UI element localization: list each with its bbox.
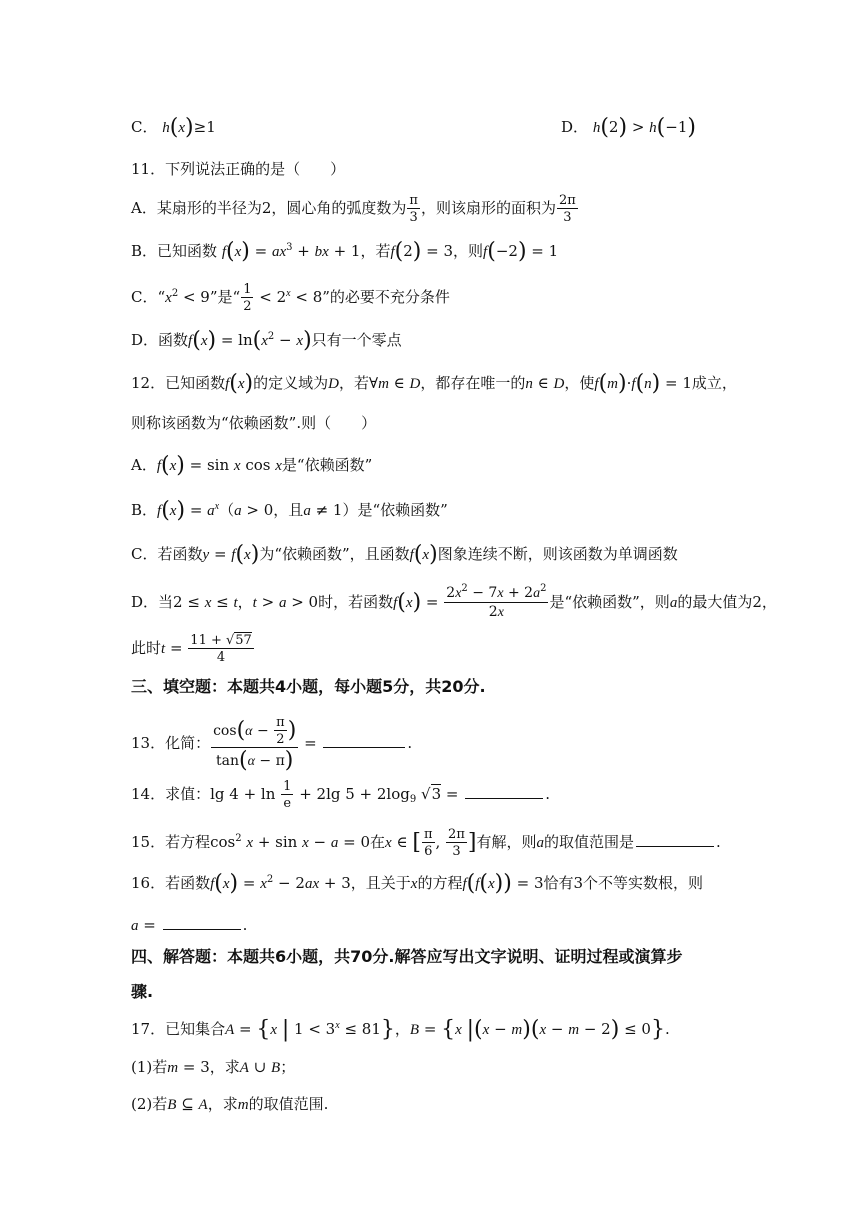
q11-stem: 11．下列说法正确的是（ ） — [131, 160, 346, 178]
q17-part1: (1)若m = 3，求A ∪ B； — [131, 1058, 296, 1076]
q10-option-d: D． h(2) > h(−1) — [561, 115, 696, 140]
q12-option-b: B．$f(x) = a^x(a > 0$，且a ≠ 1）是“依赖函数” — [131, 498, 448, 523]
q10-option-c: C． h(x)≥1 — [131, 115, 216, 140]
q14: 14．求值：lg 4 + ln $\frac{1}{e}$ + 2lg $5 + 2\log_9$ √3 = . — [131, 779, 550, 811]
q11-option-d: D．函数$f(x) = \ln(x^2 - x)$只有一个零点 — [131, 328, 402, 353]
section4-title-line1: 四、解答题：本题共6小题，共70分.解答应写出文字说明、证明过程或演算步 — [131, 947, 683, 966]
q12-option-d: D．当2 ≤ x ≤ t，t > a > 0时，若函数f(x) = $\frac{2x^2 - 7x + 2a^2}{2x}$ 是“依赖函数”，则a的最大值为2， — [131, 583, 777, 620]
q12-option-c: C．若函数y = f(x)为“依赖函数”，且函数f(x)图象连续不断，则该函数为单调函数 — [131, 542, 678, 567]
q15-answer-blank[interactable] — [636, 832, 714, 847]
section4-title-line2: 骤. — [131, 982, 154, 1001]
q15: 15．若方程$\cos^2 x + \sin x - a = 0$在x ∈ [ $\frac{\pi}{6}$ , $\frac{2\pi}{3}$ ]有解，则a的取值范围是 . — [131, 827, 721, 859]
q16-line1: 16．若函数$f(x) = x^2 - 2ax + 3$，且关于x的方程f(f(x)) = 3恰有3个不等实数根，则 — [131, 871, 704, 896]
q10-options-row — [131, 116, 800, 139]
q12-option-a: A．f(x) = sin x cos x是“依赖函数” — [131, 453, 373, 478]
q11-option-a: A．某扇形的半径为2，圆心角的弧度数为 $\frac{\pi}{3}$ ，则该扇形的面积为 $\frac{2\pi}{3}$ — [131, 193, 576, 225]
q16-line2: a = . — [131, 916, 248, 934]
q16-answer-blank[interactable] — [163, 915, 241, 930]
q13: 13．化简： cos(α − $\frac{\pi}{2}$ ) tan(α − π) = . — [131, 715, 413, 773]
q12-stem-line2: 则称该函数为“依赖函数”.则（ ） — [131, 414, 377, 432]
section3-title: 三、填空题：本题共4小题，每小题5分，共20分. — [131, 677, 486, 696]
q12-stem-line1: 12．已知函数f(x)的定义域为D，若∀m ∈ D，都存在唯一的n ∈ D，使f(m)·f(n) = 1成立， — [131, 371, 737, 396]
q11-option-c: C．“$x^2 < 9$”是“ $\frac{1}{2}$ < $2^x < 8$”的必要不充分条件 — [131, 282, 450, 314]
q11-option-b: B．已知函数 $f(x) = ax^3$ + bx + 1，若f(2) = 3，则f(−2) = 1 — [131, 239, 559, 264]
q17-part2: (2)若B ⊆ A，求m的取值范围. — [131, 1095, 329, 1113]
q12-option-d-cont: 此时t = $\frac{11 + √57}{4}$ — [131, 633, 252, 665]
q13-answer-blank[interactable] — [323, 733, 405, 748]
q17-stem: 17．已知集合A = {x | $1 < 3^x \le 81$}，B = {x |(x − m)(x − m − 2) ≤ 0}. — [131, 1017, 670, 1042]
q14-answer-blank[interactable] — [465, 784, 543, 799]
